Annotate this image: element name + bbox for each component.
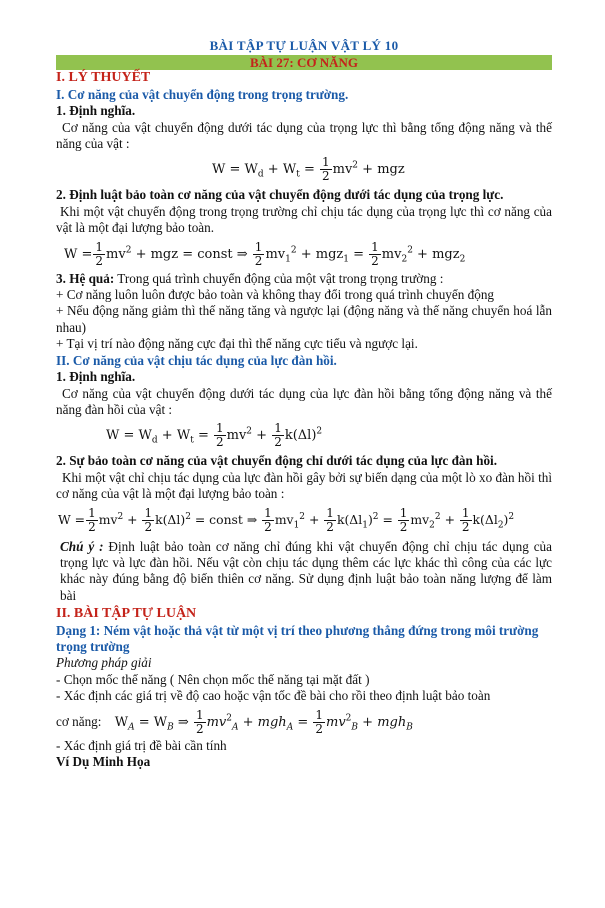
law2-text: Khi một vật chỉ chịu tác dụng của lực đàn hồi gây bởi sự biến dạng của một lò xo đàn hồi thì cơ năng của vật là một đại lượng bảo toàn : [56,469,552,502]
law-title: 2. Định luật bảo toàn cơ năng của vật chuyển động dưới tác dụng của trọng lực. [56,187,504,203]
document-title: BÀI TẬP TỰ LUẬN VẬT LÝ 10 [209,38,399,53]
step-2-formula-line [56,709,552,736]
section2-title: II. Cơ năng của vật chịu tác dụng của lực đàn hồi. [56,352,337,368]
definition2-title: 1. Định nghĩa. [56,369,136,385]
consequence-bullet: + Cơ năng luôn luôn được bảo toàn và không thay đổi trong quá trình chuyển động [56,287,495,303]
method-label: Phương pháp giải [56,655,152,671]
law2-title: 2. Sự bảo toàn cơ năng của vật chuyển động chỉ dưới tác dụng của lực đàn hồi. [56,453,498,469]
consequence-bullet: + Tại vị trí nào động năng cực đại thì thế năng cực tiểu và ngược lại. [56,336,418,352]
step-2: - Xác định các giá trị về độ cao hoặc vận tốc đề bài cho rồi theo định luật bảo toàn [56,688,491,704]
exercises-heading: II. BÀI TẬP TỰ LUẬN [56,606,197,622]
definition2-text: Cơ năng của vật chuyển động dưới tác dụng của lực đàn hồi bằng tổng động năng và thế năng đàn hồi của vật : [56,385,552,417]
type1-title: Dạng 1: Ném vật hoặc thả vật từ một vị trí theo phương thẳng đứng trong môi trường trọng trường [56,622,539,654]
formula-energy-elastic: $W = W_d + W_t$ = $\frac{1}{2}$ $mv^2$ + $\frac{1}{2}$ $k(\Delta l)^2$ [106,421,323,450]
step-3: - Xác định giá trị đề bài cần tính [56,737,227,753]
definition-title: 1. Định nghĩa. [56,103,136,119]
consequence-bullet: + Nếu động năng giảm thì thế năng tăng và ngược lại (động năng và thế năng chuyển hoá lẫn nhau) [56,303,552,335]
formula-conservation-ab: $W_A = W_B$ ⇒ $\frac{1}{2}$ $mv^2_A + mgh_A$ = $\frac{1}{2}$ $mv^2_B + mgh_B$ [114,707,413,736]
formula-conservation-gravity: W = $\frac{1}{2}$ $mv^2$ + mgz = const ⇒ $\frac{1}{2}$ $mv_1^2 + mgz_1$ = $\frac{1}{2}$ $mv_2^2 + mgz_2$ [64,239,466,268]
formula-energy-gravity: $W = W_d + W_t$ = $\frac{1}{2}$ $mv^2$ + mgz [212,155,405,184]
law-text: Khi một vật chuyển động trong trọng trường chỉ chịu tác dụng của trọng lực thì cơ năng của vật là một đại lượng bảo toàn. [56,203,552,236]
document-page [56,36,552,770]
consequence-label: 3. Hệ quả: [56,270,115,286]
section1-title: I. Cơ năng của vật chuyển động trong trọng trường. [56,86,349,102]
note-label: Chú ý : [60,538,104,554]
step-2-cont: cơ năng: [56,713,102,729]
lesson-banner: BÀI 27: CƠ NĂNG [56,55,552,70]
example-heading: Ví Dụ Minh Họa [56,754,151,769]
definition-text: Cơ năng của vật chuyển động dưới tác dụng của trọng lực thì bằng tổng động năng và thế năng của vật : [56,119,552,152]
consequence-text: Trong quá trình chuyển động của một vật trong trọng trường : [114,270,444,286]
theory-heading: I. LÝ THUYẾT [56,70,151,86]
step-1: - Chọn mốc thế năng ( Nên chọn mốc thế năng tại mặt đất ) [56,671,370,687]
formula-conservation-elastic: W = $\frac{1}{2}$ $mv^2$ + $\frac{1}{2}$ $k(\Delta l)^2$ = const ⇒ $\frac{1}{2}$ $mv_1^2$ + $\frac{1}{2}$ $k(\Delta l_1)^2$ = $\frac{1}{2}$ $mv_2^2$ + $\frac{1}{2}$ $k(\Delta l_2)^2$ [58,505,515,534]
note-text: Định luật bảo toàn cơ năng chỉ đúng khi vật chuyển động chỉ chịu tác dụng của trọng lực và lực đàn hồi. Nếu vật còn chịu tác dụng thêm các lực khác thì công của các lực khác này đúng bằng độ biến thiên cơ năng. Sử dụng định luật bảo toàn năng lượng để làm bài [60,538,552,603]
